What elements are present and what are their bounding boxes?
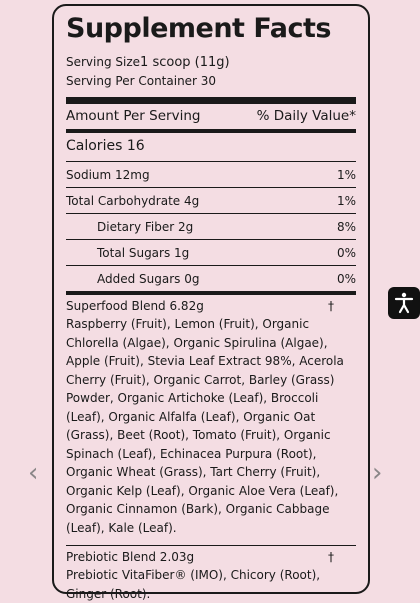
amount-per-serving: Amount Per Serving	[66, 108, 201, 124]
serving-size	[66, 54, 356, 71]
blend-dv: †	[328, 550, 334, 564]
next-arrow-button[interactable]: ›	[372, 458, 383, 488]
previous-arrow-button[interactable]: ‹	[28, 458, 39, 488]
nutrient-row	[66, 161, 356, 187]
nutrient-row	[66, 187, 356, 213]
blend-ingredients: Prebiotic VitaFiber® (IMO), Chicory (Root), Ginger (Root).	[66, 568, 321, 601]
nutrient-dv: 8%	[336, 219, 356, 234]
nutrient-dv: 1%	[336, 167, 356, 182]
nutrient-name: Total Carbohydrate 4g	[66, 193, 200, 208]
nutrient-dv: 1%	[336, 193, 356, 208]
nutrient-row	[66, 213, 356, 239]
nutrient-dv: 0%	[336, 245, 356, 260]
nutrient-name: Total Sugars 1g	[97, 245, 190, 260]
label-title: Supplement Facts	[66, 13, 331, 44]
blend-header	[66, 299, 356, 314]
serving-size-value: 1 scoop (11g)	[140, 55, 230, 70]
daily-value-header: % Daily Value*	[256, 108, 356, 124]
blend-name: Superfood Blend 6.82g	[66, 299, 204, 313]
accessibility-button[interactable]	[388, 287, 420, 319]
blend-ingredients: Raspberry (Fruit), Lemon (Fruit), Organic Chlorella (Algae), Organic Spirulina (Algae), Apple (Fruit), Stevia Leaf Extract 98%, Acerola Cherry (Fruit), Organic Carrot, Barley (Grass) Powder, Organic Artichoke (Leaf), Broccoli (Leaf), Organic Alfalfa (Leaf), Organic Oat (Grass), Beet (Root), Tomato (Fruit), Organic Spinach (Leaf), Echinacea Purpura (Root), Organic Wheat (Grass), Tart Cherry (Fruit), Organic Kelp (Leaf), Organic Aloe Vera (Leaf), Organic Cinnamon (Bark), Organic Cabbage (Leaf), Kale (Leaf).	[66, 317, 344, 535]
nutrient-name: Dietary Fiber 2g	[97, 219, 194, 234]
supplement-facts-panel	[52, 4, 370, 601]
calories-row: Calories 16	[66, 138, 145, 154]
superfood-blend	[66, 295, 356, 537]
accessibility-icon	[392, 291, 416, 315]
amount-header-row	[66, 104, 356, 129]
nutrient-row	[66, 239, 356, 265]
nutrient-dv: 0%	[336, 271, 356, 286]
serving-size-label: Serving Size	[66, 55, 141, 69]
servings-per-container: Serving Per Container 30	[66, 74, 217, 88]
thick-divider	[66, 97, 356, 104]
nutrient-row	[66, 265, 356, 291]
blend-header	[66, 550, 356, 565]
blend-name: Prebiotic Blend 2.03g	[66, 550, 195, 564]
nutrient-name: Sodium 12mg	[66, 167, 150, 182]
prebiotic-blend	[66, 545, 356, 603]
blend-dv: †	[328, 299, 334, 313]
nutrient-name: Added Sugars 0g	[97, 271, 200, 286]
